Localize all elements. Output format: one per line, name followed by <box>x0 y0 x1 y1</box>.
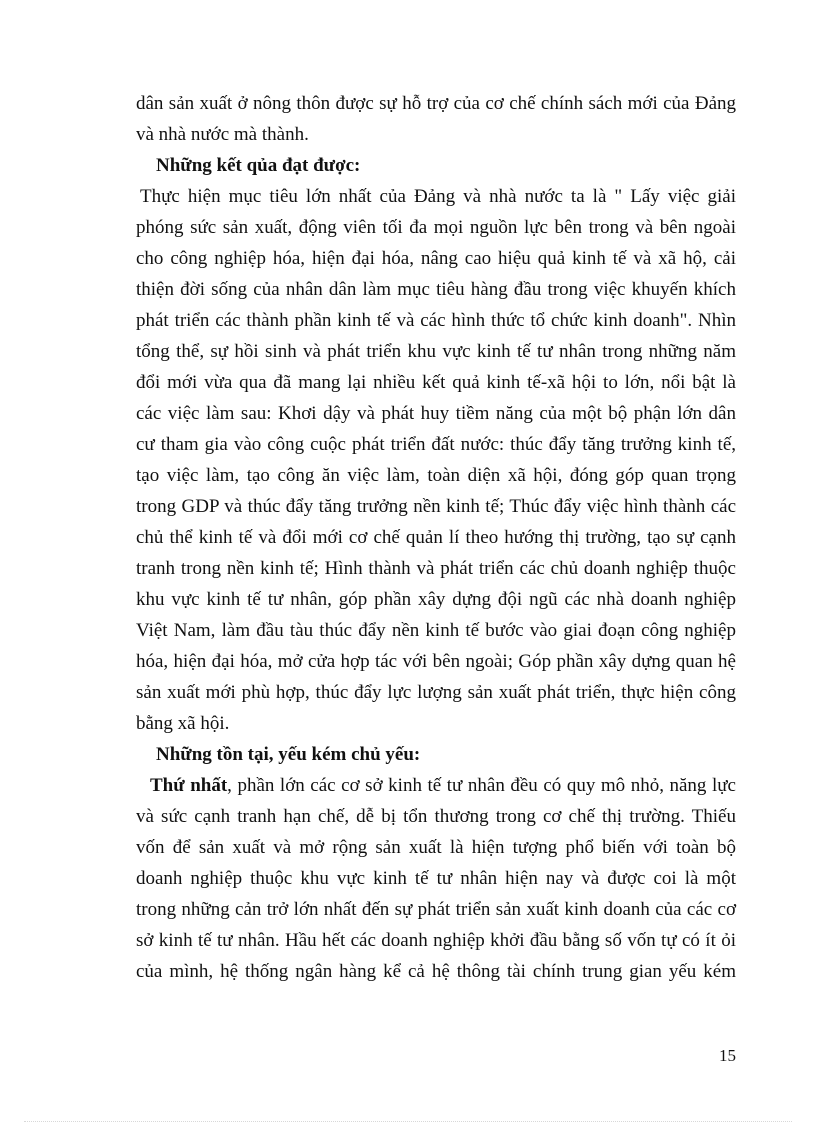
page-number: 15 <box>719 1046 736 1065</box>
text-line: của mình, hệ thống ngân hàng kể cả hệ thông tài chính trung gian yếu kém <box>136 961 736 982</box>
text-line: cư tham gia vào công cuộc phát triển đất nước: thúc đẩy tăng trưởng kinh tế, <box>136 434 736 455</box>
text-line: trong GDP và thúc đẩy tăng trưởng nền kinh tế; Thúc đẩy việc hình thành các <box>136 496 736 517</box>
text-line: và sức cạnh tranh hạn chế, dễ bị tổn thương trong cơ chế thị trường. Thiếu <box>136 806 736 827</box>
text-line: và nhà nước mà thành. <box>136 124 309 145</box>
text-line: phát triển các thành phần kinh tế và các hình thức tổ chức kinh doanh". Nhìn <box>136 310 736 331</box>
text-line: trong những cản trở lớn nhất đến sự phát triển sản xuất kinh doanh của các cơ <box>136 899 736 920</box>
text-line: tổng thể, sự hồi sinh và phát triển khu vực kinh tế tư nhân trong những năm <box>136 341 736 362</box>
text-line: cho công nghiệp hóa, hiện đại hóa, nâng cao hiệu quả kinh tế và xã hộ, cải <box>136 248 736 269</box>
text-line: đổi mới vừa qua đã mang lại nhiều kết quả kinh tế-xã hội to lớn, nổi bật là <box>136 372 736 393</box>
first-point-text: , phần lớn các cơ sở kinh tế tư nhân đều có quy mô nhỏ, năng lực <box>227 775 736 796</box>
text-line: phóng sức sản xuất, động viên tối đa mọi nguồn lực bên trong và bên ngoài <box>136 217 736 238</box>
text-line: doanh nghiệp thuộc khu vực kinh tế tư nhân hiện nay và được coi là một <box>136 868 736 889</box>
text-line: sở kinh tế tư nhân. Hầu hết các doanh nghiệp khởi đầu bằng số vốn tự có ít ỏi <box>136 930 736 951</box>
text-line: sản xuất mới phù hợp, thúc đẩy lực lượng sản xuất phát triển, thực hiện công <box>136 682 736 703</box>
text-line <box>136 770 736 801</box>
text-line: Thực hiện mục tiêu lớn nhất của Đảng và nhà nước ta là " Lấy việc giải <box>140 186 736 207</box>
text-line: bằng xã hội. <box>136 713 230 734</box>
text-line: hóa, hiện đại hóa, mở cửa hợp tác với bên ngoài; Góp phần xây dựng quan hệ <box>136 651 736 672</box>
section-heading-results: Những kết qủa đạt được: <box>156 155 361 176</box>
section-heading-weaknesses: Những tồn tại, yếu kém chủ yếu: <box>156 744 421 765</box>
text-line: dân sản xuất ở nông thôn được sự hỗ trợ của cơ chế chính sách mới của Đảng <box>136 93 736 114</box>
text-line: tạo việc làm, tạo công ăn việc làm, toàn diện xã hội, đóng góp quan trọng <box>136 465 736 486</box>
text-line: Việt Nam, làm đầu tàu thúc đẩy nền kinh tế bước vào giai đoạn công nghiệp <box>136 620 736 641</box>
text-line: khu vực kinh tế tư nhân, góp phần xây dựng đội ngũ các nhà doanh nghiệp <box>136 589 736 610</box>
body-text <box>136 88 736 987</box>
text-line: tranh trong nền kinh tế; Hình thành và phát triển các chủ doanh nghiệp thuộc <box>136 558 736 579</box>
text-line: vốn để sản xuất và mở rộng sản xuất là hiện tượng phổ biến với toàn bộ <box>136 837 736 858</box>
text-line: chủ thể kinh tế và đổi mới cơ chế quản lí theo hướng thị trường, tạo sự cạnh <box>136 527 736 548</box>
text-line: các việc làm sau: Khơi dậy và phát huy tiềm năng của một bộ phận lớn dân <box>136 403 736 424</box>
text-line: thiện đời sống của nhân dân làm mục tiêu hàng đầu trong việc khuyến khích <box>136 279 736 300</box>
footer-divider <box>24 1121 792 1122</box>
first-point-label: Thứ nhất <box>150 775 228 796</box>
